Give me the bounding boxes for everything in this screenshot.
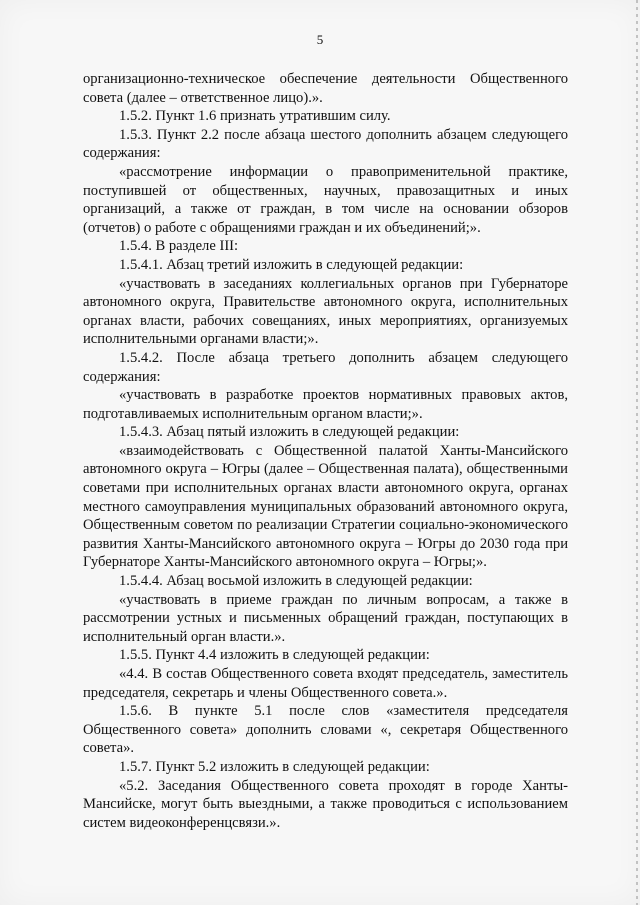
paragraph: «взаимодействовать с Общественной палатой Ханты-Мансийского автономного округа – Югры (далее – Общественная палата), общественными советами при исполнительных органах власти автономного округа, органах местного самоуправления муниципальных образований автономного округа, Общественным советом по реализации Стратегии социально-экономического развития Ханты-Мансийского автономного округа – Югры до 2030 года при Губернаторе Ханты-Мансийского автономного округа – Югры;». bbox=[83, 442, 568, 571]
paragraph: 1.5.4.1. Абзац третий изложить в следующей редакции: bbox=[119, 256, 464, 273]
paragraph: «4.4. В состав Общественного совета входят председатель, заместитель председателя, секретарь и члены Общественного совета.». bbox=[83, 666, 568, 701]
paragraph: «участвовать в приеме граждан по личным вопросам, а также в рассмотрении устных и письменных обращений граждан, поступающих в исполнительный орган власти.». bbox=[83, 591, 568, 645]
paragraph: 1.5.2. Пункт 1.6 признать утратившим силу. bbox=[119, 108, 391, 125]
paragraph: 1.5.4.2. После абзаца третьего дополнить абзацем следующего содержания: bbox=[83, 349, 568, 385]
paragraph: 1.5.4.3. Абзац пятый изложить в следующей редакции: bbox=[119, 424, 460, 441]
paragraph: 1.5.7. Пункт 5.2 изложить в следующей редакции: bbox=[119, 758, 430, 775]
paragraph: 1.5.4.4. Абзац восьмой изложить в следующей редакции: bbox=[119, 573, 473, 590]
paragraph: «участвовать в разработке проектов нормативных правовых актов, подготавливаемых исполнительным органом власти;». bbox=[83, 387, 568, 422]
paragraph: «участвовать в заседаниях коллегиальных органов при Губернаторе автономного округа, Правительстве автономного округа, исполнительных органах власти, рабочих совещаниях, иных мероприятиях, организуемых исполнительными органами власти;». bbox=[83, 275, 568, 348]
paragraph: 1.5.3. Пункт 2.2 после абзаца шестого дополнить абзацем следующего содержания: bbox=[83, 126, 568, 162]
paragraph: 1.5.6. В пункте 5.1 после слов «заместителя председателя Общественного совета» дополнить словами «, секретаря Общественного совета». bbox=[83, 703, 568, 757]
page-number: 5 bbox=[316, 32, 324, 47]
paragraph: «5.2. Заседания Общественного совета проходят в городе Ханты-Мансийске, могут быть выездными, а также проводиться с использованием систем видеоконференцсвязи.». bbox=[83, 777, 568, 831]
paragraph: 1.5.4. В разделе III: bbox=[119, 238, 239, 255]
paragraph: «рассмотрение информации о правоприменительной практике, поступившей от общественных, научных, правозащитных и иных организаций, а также от граждан, в том числе на основании обзоров (отчетов) о работе с обращениями граждан и их объединений;». bbox=[83, 163, 568, 236]
paragraph: организационно-техническое обеспечение деятельности Общественного совета (далее – ответственное лицо).». bbox=[83, 71, 568, 106]
paragraph: 1.5.5. Пункт 4.4 изложить в следующей редакции: bbox=[119, 647, 430, 664]
document-body bbox=[83, 70, 568, 832]
scan-edge-artifact bbox=[636, 0, 638, 905]
